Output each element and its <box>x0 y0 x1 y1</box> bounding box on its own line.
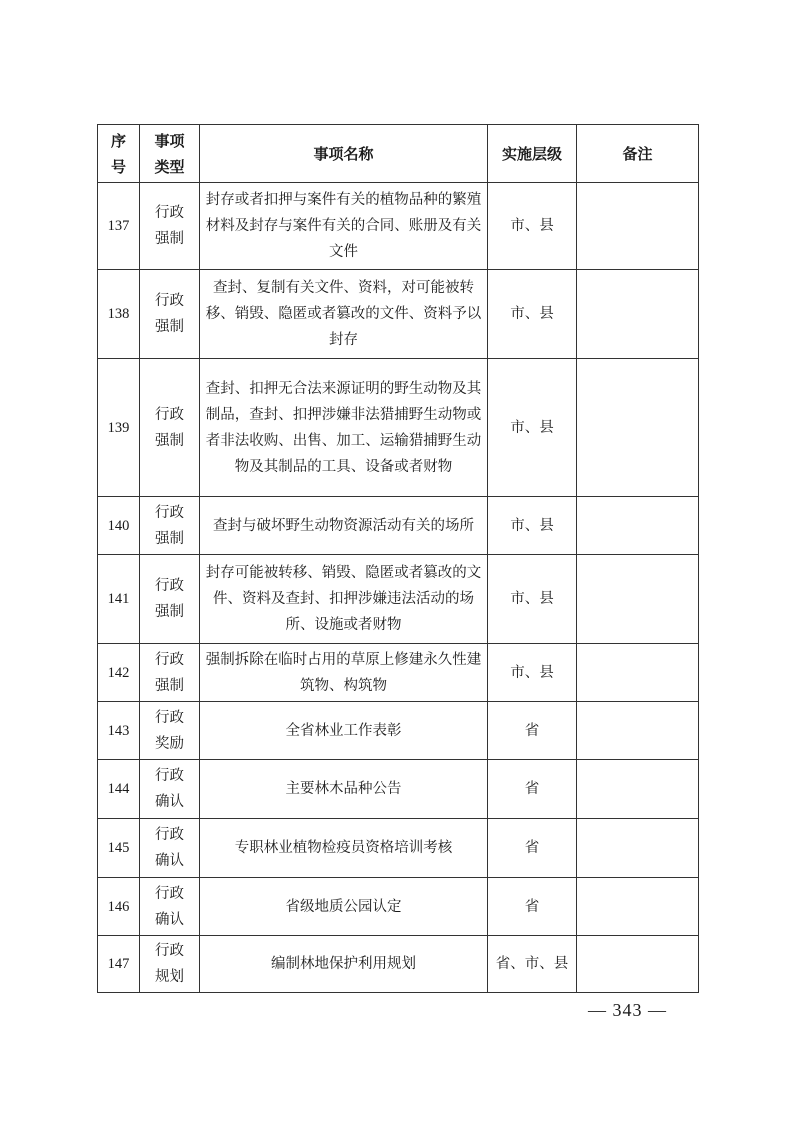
items-table <box>97 124 699 993</box>
header-row <box>98 125 699 183</box>
row-seq: 137 <box>98 183 140 270</box>
row-type: 行政强制 <box>140 555 200 644</box>
row-name: 省级地质公园认定 <box>200 878 488 936</box>
row-name: 全省林业工作表彰 <box>200 702 488 760</box>
table-row <box>98 760 699 819</box>
row-level: 市、县 <box>488 644 577 702</box>
row-note <box>577 936 699 993</box>
row-seq: 144 <box>98 760 140 819</box>
row-seq: 142 <box>98 644 140 702</box>
row-name: 查封与破坏野生动物资源活动有关的场所 <box>200 497 488 555</box>
row-name: 主要林木品种公告 <box>200 760 488 819</box>
table-row <box>98 497 699 555</box>
row-level: 市、县 <box>488 359 577 497</box>
row-name: 编制林地保护利用规划 <box>200 936 488 993</box>
table-row <box>98 555 699 644</box>
row-level: 省、市、县 <box>488 936 577 993</box>
row-type: 行政规划 <box>140 936 200 993</box>
row-level: 省 <box>488 878 577 936</box>
row-type: 行政强制 <box>140 497 200 555</box>
page-number: — 343 — <box>588 1000 667 1020</box>
row-name: 查封、复制有关文件、资料，对可能被转移、销毁、隐匿或者篡改的文件、资料予以封存 <box>200 270 488 359</box>
row-type: 行政强制 <box>140 183 200 270</box>
row-note <box>577 644 699 702</box>
table-row <box>98 183 699 270</box>
table-row <box>98 359 699 497</box>
row-level: 省 <box>488 760 577 819</box>
header-name: 事项名称 <box>200 125 488 183</box>
table-row <box>98 644 699 702</box>
table-row <box>98 936 699 993</box>
row-level: 省 <box>488 702 577 760</box>
row-seq: 147 <box>98 936 140 993</box>
header-seq: 序号 <box>98 125 140 183</box>
row-level: 省 <box>488 819 577 878</box>
row-name: 封存或者扣押与案件有关的植物品种的繁殖材料及封存与案件有关的合同、账册及有关文件 <box>200 183 488 270</box>
row-type: 行政奖励 <box>140 702 200 760</box>
row-type: 行政强制 <box>140 644 200 702</box>
row-type: 行政强制 <box>140 359 200 497</box>
row-seq: 138 <box>98 270 140 359</box>
table-row <box>98 819 699 878</box>
header-note: 备注 <box>577 125 699 183</box>
row-seq: 146 <box>98 878 140 936</box>
row-seq: 143 <box>98 702 140 760</box>
row-level: 市、县 <box>488 497 577 555</box>
row-type: 行政确认 <box>140 819 200 878</box>
row-note <box>577 819 699 878</box>
table-row <box>98 702 699 760</box>
row-level: 市、县 <box>488 270 577 359</box>
row-name: 查封、扣押无合法来源证明的野生动物及其制品，查封、扣押涉嫌非法猎捕野生动物或者非法收购、出售、加工、运输猎捕野生动物及其制品的工具、设备或者财物 <box>200 359 488 497</box>
row-type: 行政强制 <box>140 270 200 359</box>
row-note <box>577 359 699 497</box>
row-note <box>577 497 699 555</box>
row-note <box>577 760 699 819</box>
row-seq: 139 <box>98 359 140 497</box>
row-seq: 141 <box>98 555 140 644</box>
row-note <box>577 555 699 644</box>
row-type: 行政确认 <box>140 878 200 936</box>
row-note <box>577 702 699 760</box>
row-seq: 145 <box>98 819 140 878</box>
row-level: 市、县 <box>488 555 577 644</box>
row-name: 强制拆除在临时占用的草原上修建永久性建筑物、构筑物 <box>200 644 488 702</box>
table-row <box>98 270 699 359</box>
header-type: 事项类型 <box>140 125 200 183</box>
row-note <box>577 270 699 359</box>
row-name: 封存可能被转移、销毁、隐匿或者篡改的文件、资料及查封、扣押涉嫌违法活动的场所、设施或者财物 <box>200 555 488 644</box>
table-row <box>98 878 699 936</box>
row-level: 市、县 <box>488 183 577 270</box>
row-name: 专职林业植物检疫员资格培训考核 <box>200 819 488 878</box>
row-note <box>577 878 699 936</box>
row-seq: 140 <box>98 497 140 555</box>
row-type: 行政确认 <box>140 760 200 819</box>
header-level: 实施层级 <box>488 125 577 183</box>
row-note <box>577 183 699 270</box>
